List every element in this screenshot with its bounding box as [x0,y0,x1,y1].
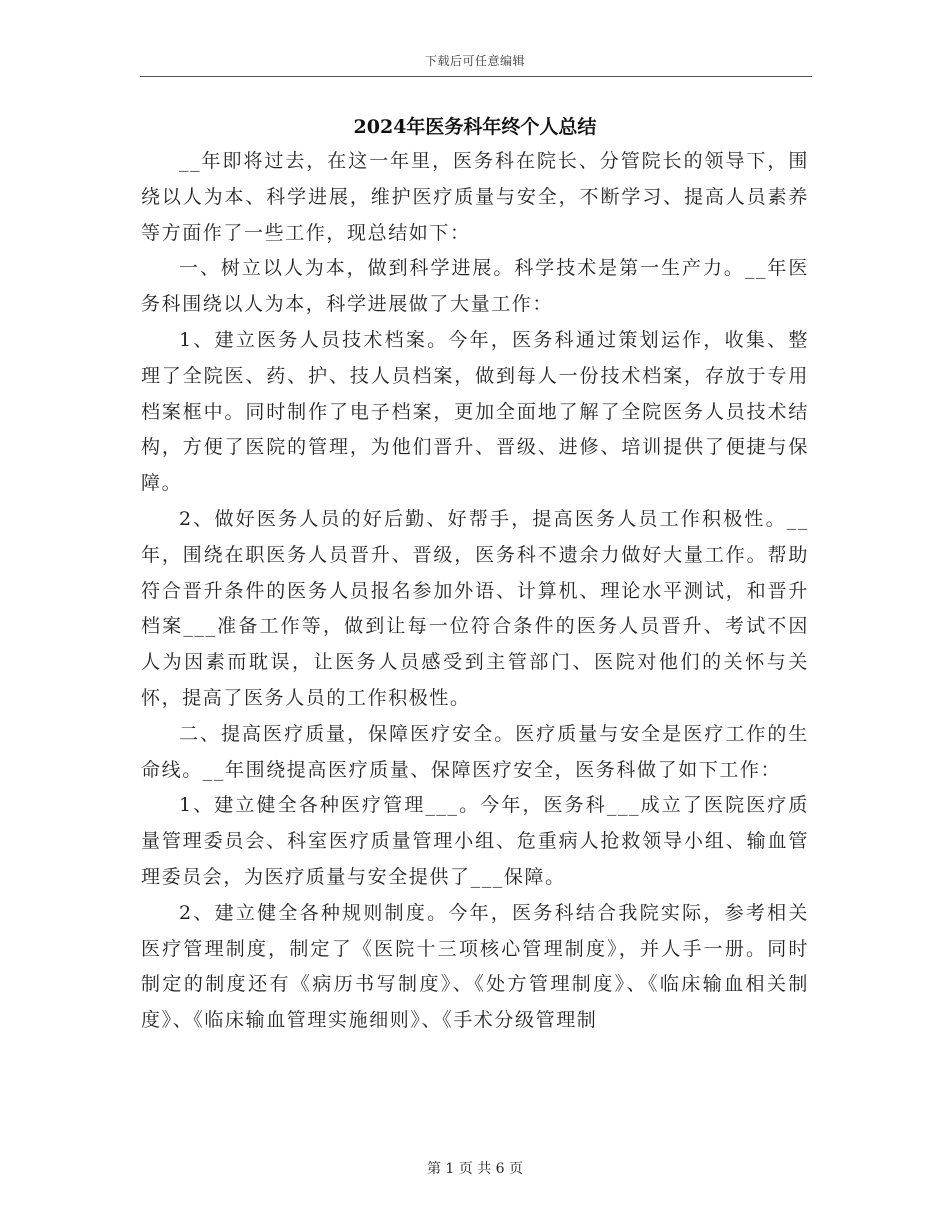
document-body [141,144,809,1039]
document-title: 2024年医务科年终个人总结 [353,116,597,138]
paragraph-section-1-item-2: 2、做好医务人员的好后勤、好帮手，提高医务人员工作积极性。__年，围绕在职医务人员晋升、晋级，医务科不遗余力做好大量工作。帮助符合晋升条件的医务人员报名参加外语、计算机、理论水平测试，和晋升档案___准备工作等，做到让每一位符合条件的医务人员晋升、考试不因人为因素而耽误，让医务人员感受到主管部门、医院对他们的关怀与关怀，提高了医务人员的工作积极性。 [141,507,809,709]
header-divider [140,76,812,77]
paragraph-section-2-item-1: 1、建立健全各种医疗管理___。今年，医务科___成立了医院医疗质量管理委员会、科室医疗质量管理小组、危重病人抢救领导小组、输血管理委员会，为医疗质量与安全提供了___保障。 [141,794,809,888]
paragraph-intro: __年即将过去，在这一年里，医务科在院长、分管院长的领导下，围绕以人为本、科学进展，维护医疗质量与安全，不断学习、提高人员素养等方面作了一些工作，现总结如下： [141,150,809,244]
paragraph-section-1-heading: 一、树立以人为本，做到科学进展。科学技术是第一生产力。__年医务科围绕以人为本，科学进展做了大量工作： [141,257,809,316]
paragraph-section-1-item-1: 1、建立医务人员技术档案。今年，医务科通过策划运作，收集、整理了全院医、药、护、技人员档案，做到每人一份技术档案，存放于专用档案框中。同时制作了电子档案，更加全面地了解了全院医务人员技术结构，方便了医院的管理，为他们晋升、晋级、进修、培训提供了便捷与保障。 [141,328,809,495]
paragraph-section-2-heading: 二、提高医疗质量，保障医疗安全。医疗质量与安全是医疗工作的生命线。__年围绕提高医疗质量、保障医疗安全，医务科做了如下工作： [141,722,809,781]
page-number: 第 1 页 共 6 页 [426,1161,524,1177]
paragraph-section-2-item-2: 2、建立健全各种规则制度。今年，医务科结合我院实际，参考相关医疗管理制度，制定了《医院十三项核心管理制度》，并人手一册。同时制定的制度还有《病历书写制度》、《处方管理制度》、《临床输血相关制度》、《临床输血管理实施细则》、《手术分级管理制 [141,901,809,1032]
page-header: 下载后可任意编辑 [424,54,525,68]
